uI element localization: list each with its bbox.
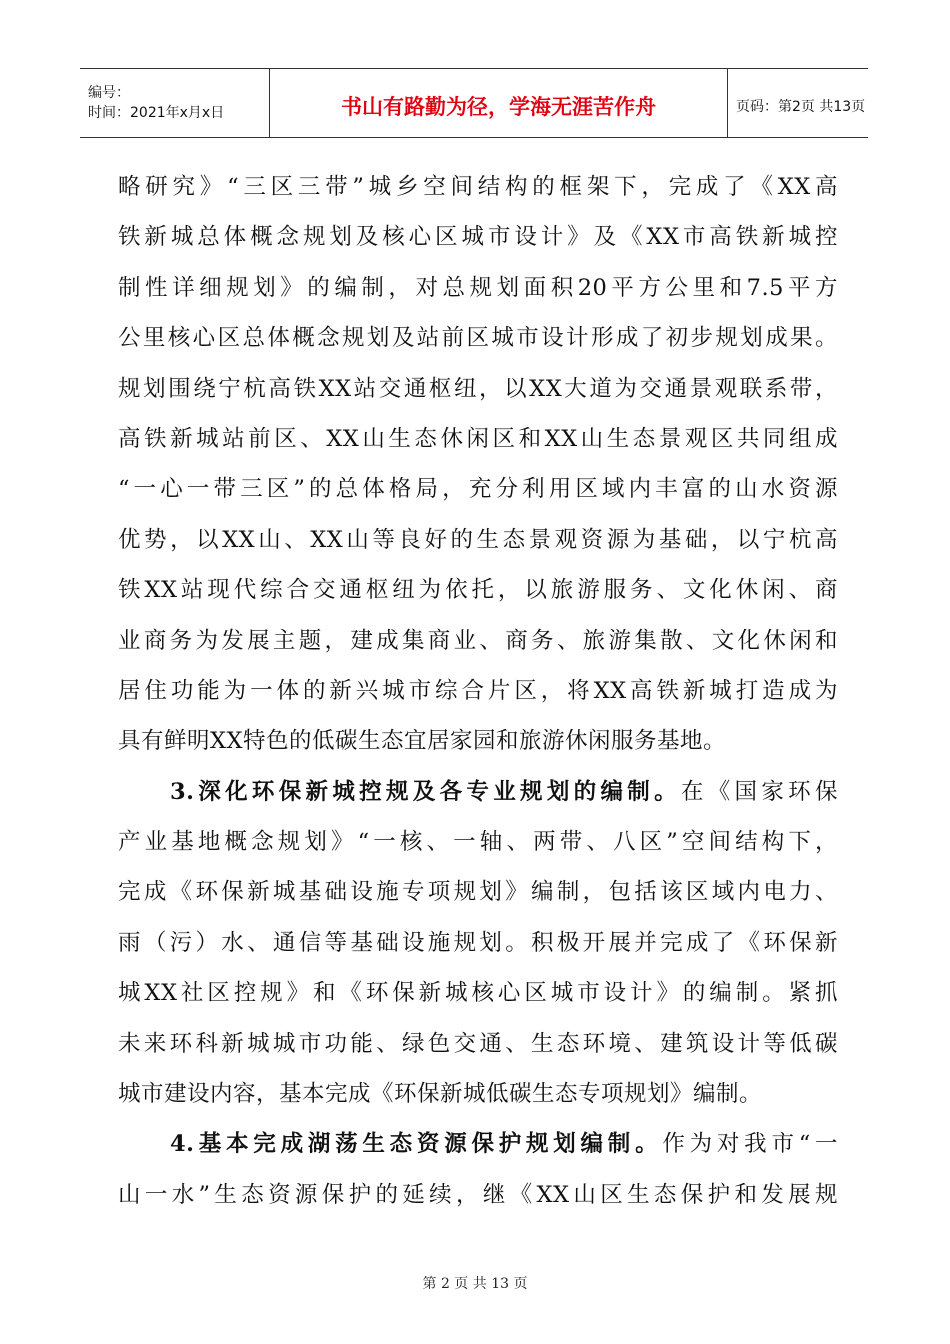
text-line: 城市建设内容，基本完成《环保新城低碳生态专项规划》编制。 (118, 1081, 763, 1108)
document-time-label: 时间：2021年x月x日 (88, 105, 225, 121)
text-line: 略研究》“三区三带”城乡空间结构的框架下，完成了《XX高 (118, 174, 838, 200)
page-footer: 第 2 页 共 13 页 (422, 1276, 528, 1292)
section-heading: 4.基本完成湖荡生态资源保护规划编制。 (170, 1131, 663, 1158)
header-motto: 书山有路勤为径，学海无涯苦作舟 (270, 69, 728, 137)
text-line: 业商务为发展主题，建成集商业、商务、旅游集散、文化休闲和 (118, 627, 838, 654)
text-line: 未来环科新城城市功能、绿色交通、生态环境、建筑设计等低碳 (118, 1030, 838, 1057)
text-span: 作为对我市“一 (662, 1131, 838, 1158)
text-line: “一心一带三区”的总体格局，充分利用区域内丰富的山水资源 (118, 476, 838, 503)
header-page-info: 页码：第2页 共13页 (736, 99, 866, 115)
text-line: 居住功能为一体的新兴城市综合片区，将XX高铁新城打造成为 (118, 677, 838, 704)
text-line: 山一水”生态资源保护的延续，继《XX山区生态保护和发展规 (118, 1181, 838, 1208)
header-meta (80, 69, 270, 137)
text-line: 制性详细规划》的编制，对总规划面积20平方公里和7.5平方 (118, 274, 838, 301)
text-line: 公里核心区总体概念规划及站前区城市设计形成了初步规划成果。 (118, 325, 838, 352)
text-line: 城XX社区控规》和《环保新城核心区城市设计》的编制。紧抓 (118, 980, 838, 1007)
text-line: 优势，以XX山、XX山等良好的生态景观资源为基础，以宁杭高 (118, 526, 838, 553)
text-line: 高铁新城站前区、XX山生态休闲区和XX山生态景观区共同组成 (118, 425, 838, 452)
document-number-label: 编号： (88, 85, 130, 101)
paragraph-first-line (118, 1119, 838, 1169)
section-heading: 3.深化环保新城控规及各专业规划的编制。 (170, 778, 681, 805)
page-header (80, 68, 868, 138)
text-line: 规划围绕宁杭高铁XX站交通枢纽，以XX大道为交通景观联系带， (118, 375, 838, 402)
text-line: 雨（污）水、通信等基础设施规划。积极开展并完成了《环保新 (118, 929, 838, 956)
document-body (118, 162, 838, 1220)
text-line: 铁新城总体概念规划及核心区城市设计》及《XX市高铁新城控 (118, 224, 838, 251)
text-line: 具有鲜明XX特色的低碳生态宜居家园和旅游休闲服务基地。 (118, 728, 727, 755)
text-span: 在《国家环保 (680, 778, 838, 805)
text-line: 产业基地概念规划》“一核、一轴、两带、八区”空间结构下， (118, 829, 838, 856)
text-line: 铁XX站现代综合交通枢纽为依托，以旅游服务、文化休闲、商 (118, 577, 838, 604)
paragraph-first-line (118, 767, 838, 817)
text-line: 完成《环保新城基础设施专项规划》编制，包括该区域内电力、 (118, 879, 838, 906)
